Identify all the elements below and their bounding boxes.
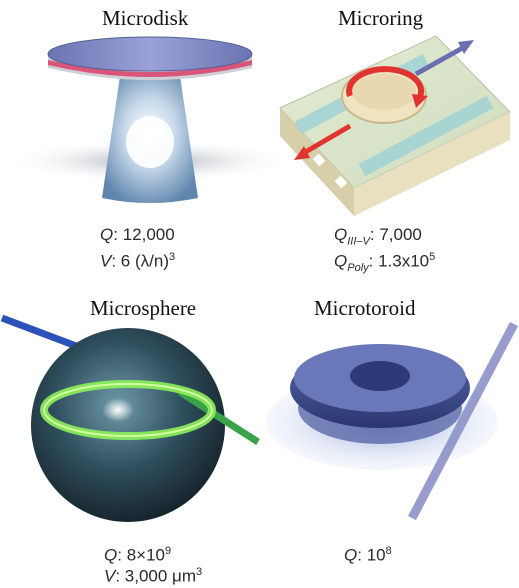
microdisk-pedestal-glow xyxy=(126,116,174,168)
microtoroid-q-label: Q xyxy=(344,545,358,565)
microring-q1-metric: $Q_{III-V}$: 7,000 xyxy=(334,225,422,248)
microdisk-q-label: Q xyxy=(100,225,114,244)
microring-q2-exponent: 5 xyxy=(429,251,436,263)
microdisk-title: Microdisk xyxy=(102,6,189,30)
microsphere-illustration xyxy=(0,318,260,528)
microdisk-top xyxy=(48,37,252,71)
microdisk-v-label: V xyxy=(100,251,112,271)
microtoroid-q-metric: Q: $10^8$ xyxy=(344,545,392,565)
microsphere-v-metric: V: 3,000 $\mu m^3$ xyxy=(104,566,203,586)
microsphere-v-label: V xyxy=(104,566,116,586)
microtoroid-q-exponent: 8 xyxy=(385,545,392,557)
microsphere-title: Microsphere xyxy=(90,296,197,320)
microtoroid-q-value: 10 xyxy=(366,545,386,565)
microring-illustration xyxy=(258,30,518,220)
microring-q2-subscript: Poly xyxy=(347,262,369,275)
microring-ring-inner xyxy=(352,74,416,110)
microring-q2-value: 1.3x10 xyxy=(378,251,430,271)
microsphere-q-label: Q xyxy=(104,545,118,565)
microring-q1-value: 7,000 xyxy=(379,225,422,244)
microsphere-q-metric: Q: $8\times 10^9$ xyxy=(104,545,172,565)
microdisk-illustration xyxy=(0,30,260,230)
microdisk-v-exponent: 3 xyxy=(168,251,176,263)
microring-q1-label: Q xyxy=(334,225,348,244)
microdisk-v-metric: V: 6 $(\lambda/n)^3$ xyxy=(100,251,176,271)
microring-q2-label: Q xyxy=(334,251,348,271)
microsphere-highlight xyxy=(102,398,134,422)
microsphere-q-value: 8×10 xyxy=(126,545,165,565)
microring-q2-metric: $Q_{Poly}$: $1.3x10^5$ xyxy=(334,251,436,275)
microdisk-v-value: 6 (λ/n) xyxy=(120,251,169,271)
microsphere-v-exponent: 3 xyxy=(196,566,203,578)
microtoroid-ring-hole xyxy=(350,361,410,391)
microdisk-q-value: 12,000 xyxy=(122,225,175,244)
microsphere-v-value: 3,000 μm xyxy=(124,566,197,586)
microring-q1-subscript: III–V xyxy=(347,235,370,248)
microtoroid-illustration xyxy=(262,318,519,518)
microtoroid-title: Microtoroid xyxy=(314,296,416,320)
microdisk-q-metric: Q: 12,000 xyxy=(100,225,175,244)
microsphere-q-exponent: 9 xyxy=(164,545,172,557)
microring-title: Microring xyxy=(338,6,424,30)
